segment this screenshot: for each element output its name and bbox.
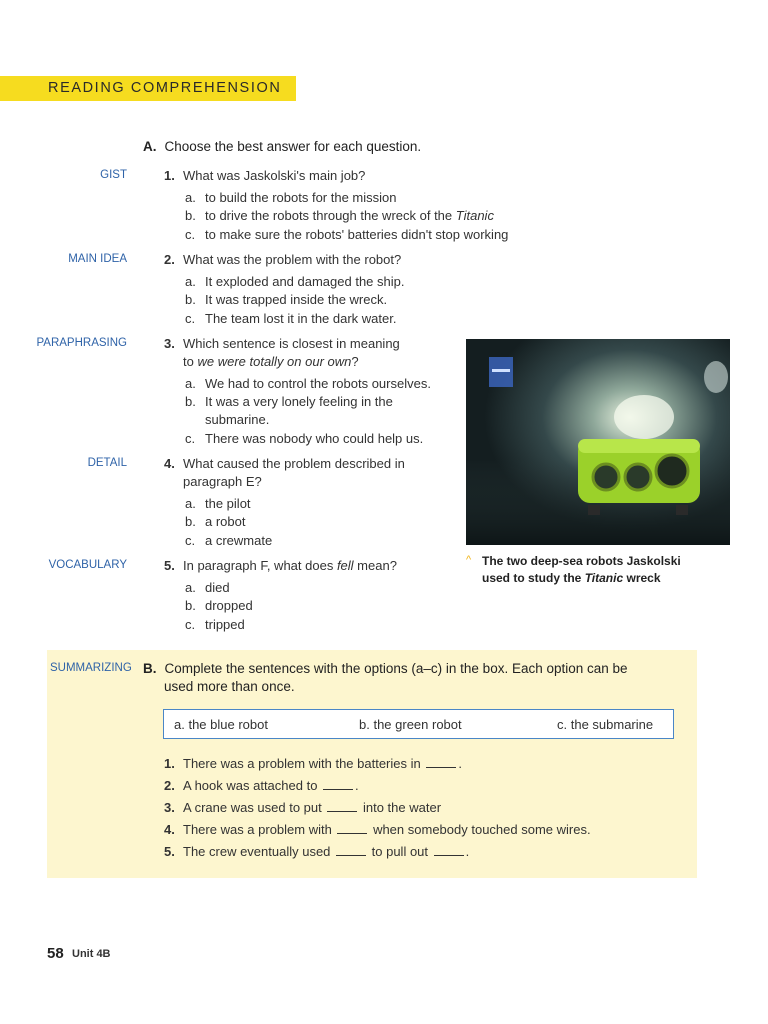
option-5c: c. tripped (185, 617, 245, 632)
question-4-line2: paragraph E? (183, 474, 262, 489)
option-3c: c. There was nobody who could help us. (185, 431, 424, 446)
photo-caption: The two deep-sea robots Jaskolski used to study the Titanic wreck (482, 554, 681, 585)
answer-blank[interactable] (323, 779, 353, 790)
option-1b: b. to drive the robots through the wreck of the Titanic (185, 208, 494, 223)
option-3b-cont: submarine. (205, 412, 270, 427)
skill-label-main-idea: MAIN IDEA (68, 253, 127, 265)
question-text: What was Jaskolski's main job? (183, 168, 366, 183)
section-b-instruction-line2: used more than once. (164, 679, 295, 694)
option-2a: a. It exploded and damaged the ship. (185, 274, 405, 289)
section-b-instruction: B. Complete the sentences with the options (a–c) in the box. Each option can be (143, 661, 628, 676)
question-number: 5. (164, 558, 175, 573)
skill-label-gist: GIST (100, 169, 127, 181)
option-4a: a. the pilot (185, 496, 251, 511)
question-number: 2. (164, 252, 175, 267)
option-a-blue-robot: a. the blue robot (174, 717, 268, 732)
option-4b: b. a robot (185, 514, 246, 529)
option-2b: b. It was trapped inside the wreck. (185, 292, 388, 307)
answer-blank[interactable] (336, 845, 366, 856)
question-text: In paragraph F, what does fell mean? (183, 558, 397, 573)
answer-blank[interactable] (337, 823, 367, 834)
question-number: 1. (164, 168, 175, 183)
answer-blank[interactable] (327, 801, 357, 812)
skill-label-detail: DETAIL (87, 457, 127, 469)
robot-illustration (466, 339, 730, 545)
caption-arrow-icon: ^ (466, 554, 472, 566)
answer-blank[interactable] (426, 757, 456, 768)
option-5a: a. died (185, 580, 230, 595)
question-text: What was the problem with the robot? (183, 252, 402, 267)
robot-photo (466, 339, 730, 545)
question-number: 4. (164, 456, 175, 471)
question-number: 3. (164, 336, 175, 351)
question-text: What caused the problem described in (183, 456, 405, 471)
skill-label-vocabulary: VOCABULARY (48, 559, 127, 571)
option-3b: b. It was a very lonely feeling in the (185, 394, 393, 409)
option-c-submarine: c. the submarine (557, 717, 654, 732)
page-number: 58 (47, 945, 64, 962)
skill-label-summarizing: SUMMARIZING (50, 662, 132, 674)
unit-label: Unit 4B (72, 948, 111, 960)
option-4c: c. a crewmate (185, 533, 273, 548)
options-box (163, 709, 674, 739)
option-1a: a. to build the robots for the mission (185, 190, 397, 205)
skill-label-paraphrasing: PARAPHRASING (36, 337, 127, 349)
banner-title: READING COMPREHENSION (48, 80, 282, 96)
option-1c: c. to make sure the robots' batteries didn't stop working (185, 227, 509, 242)
section-b-letter: B. (143, 661, 157, 676)
option-3a: a. We had to control the robots ourselves. (185, 376, 431, 391)
question-text: Which sentence is closest in meaning (183, 336, 400, 351)
option-5b: b. dropped (185, 598, 253, 613)
option-2c: c. The team lost it in the dark water. (185, 311, 397, 326)
section-banner (0, 76, 296, 101)
section-a-letter: A. (143, 139, 157, 154)
section-a-text: Choose the best answer for each question. (164, 139, 422, 154)
section-a-instruction (143, 139, 421, 154)
question-3-line2: to we were totally on our own? (183, 354, 359, 369)
answer-blank[interactable] (434, 845, 464, 856)
option-b-green-robot: b. the green robot (359, 717, 462, 732)
